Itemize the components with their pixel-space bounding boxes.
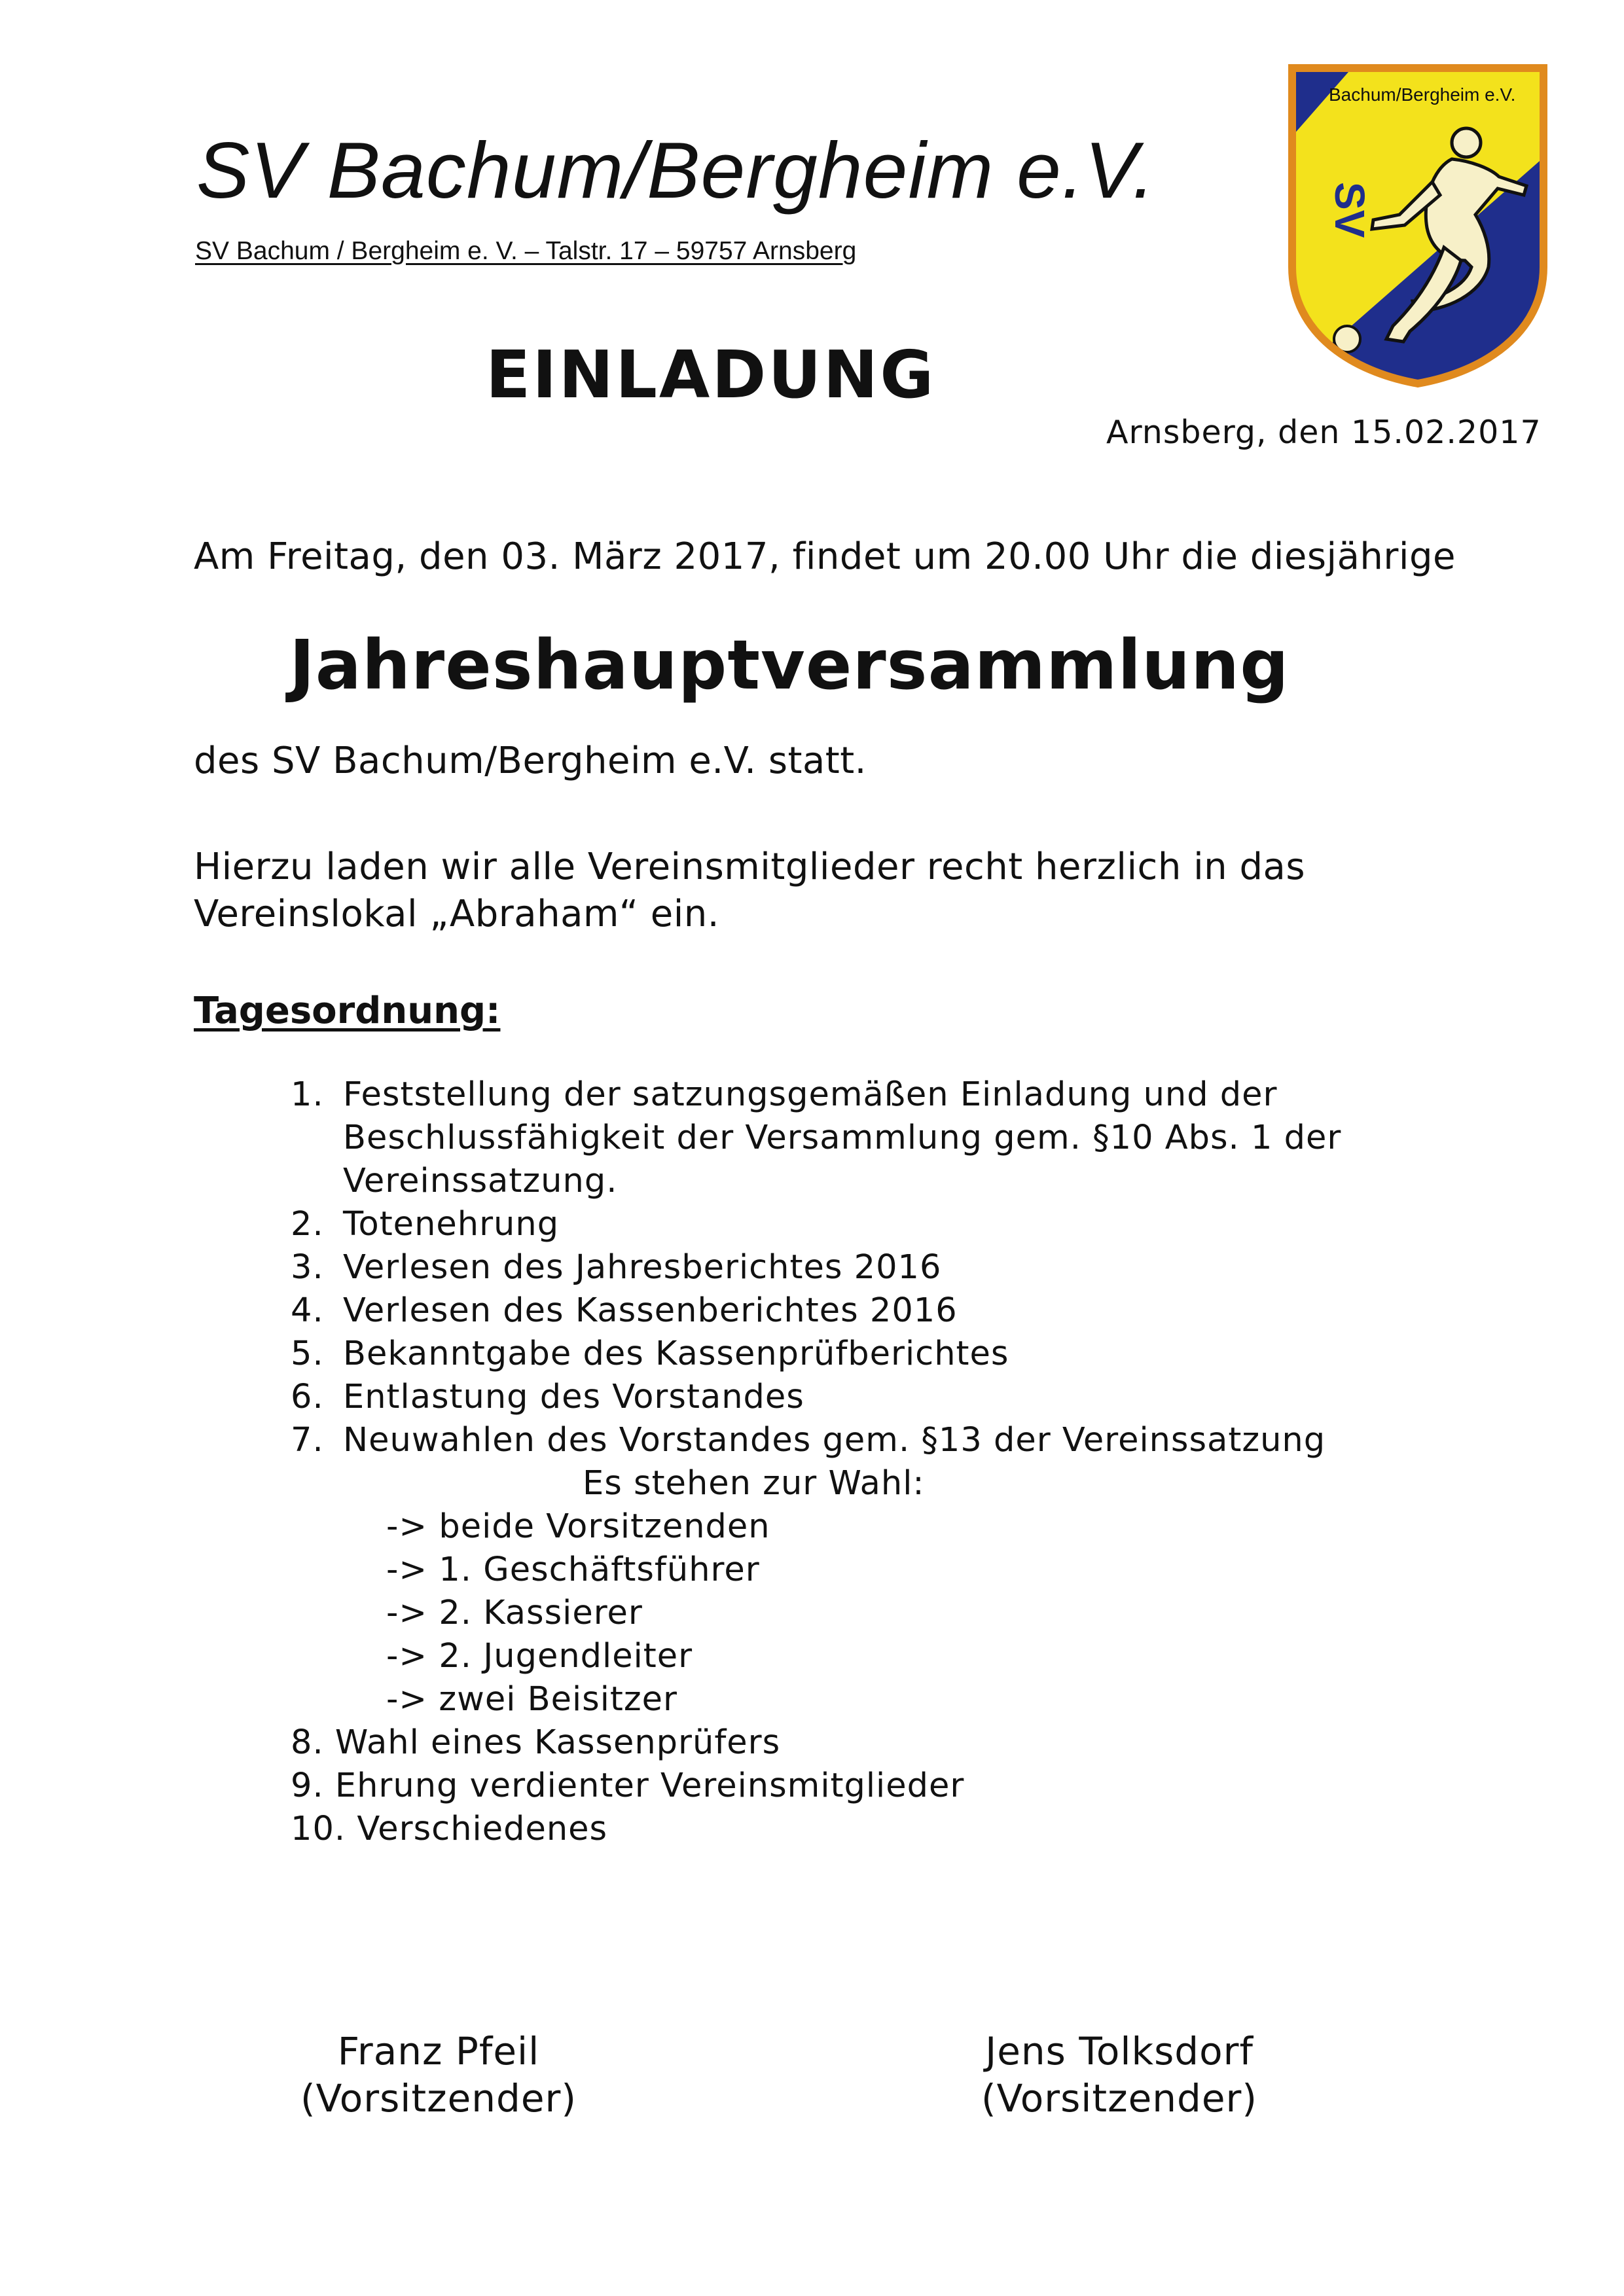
invitation-title: EINLADUNG <box>486 336 936 413</box>
agenda-item-10: 10. Verschiedenes <box>291 1810 608 1848</box>
agenda-item-1-line-2: Beschlussfähigkeit der Versammlung gem. §10 Abs. 1 der <box>343 1119 1342 1157</box>
agenda-item-4 <box>291 1289 1341 1333</box>
agenda-number: 2. <box>291 1205 324 1244</box>
agenda-number: 4. <box>291 1291 324 1330</box>
signatory-role: (Vorsitzender) <box>300 2076 577 2121</box>
election-item: -> zwei Beisitzer <box>386 1680 677 1719</box>
signature-left <box>288 2028 589 2122</box>
election-item: -> 1. Geschäftsführer <box>386 1551 760 1589</box>
agenda-list <box>291 1073 1341 1851</box>
signature-right <box>956 2028 1283 2122</box>
meeting-title: Jahreshauptversammlung <box>289 625 1290 705</box>
invite-text-line-2: Vereinslokal „Abraham“ ein. <box>194 893 720 935</box>
club-statt-text: des SV Bachum/Bergheim e.V. statt. <box>194 740 867 782</box>
election-item: -> 2. Kassierer <box>386 1594 643 1632</box>
agenda-number: 6. <box>291 1378 324 1416</box>
agenda-text: Verlesen des Jahresberichtes 2016 <box>343 1248 942 1287</box>
agenda-text: Totenehrung <box>343 1205 560 1244</box>
signatory-name: Jens Tolksdorf <box>985 2029 1254 2073</box>
agenda-item-3 <box>291 1246 1341 1289</box>
agenda-item-7 <box>291 1419 1341 1462</box>
agenda-item-6 <box>291 1376 1341 1419</box>
agenda-number: 5. <box>291 1335 324 1373</box>
agenda-text: Verlesen des Kassenberichtes 2016 <box>343 1291 958 1330</box>
election-item: -> beide Vorsitzenden <box>386 1507 770 1546</box>
agenda-item-5 <box>291 1333 1341 1376</box>
agenda-item-9: 9. Ehrung verdienter Vereinsmitglieder <box>291 1767 965 1805</box>
crest-name: Bachum/Bergheim e.V. <box>1329 84 1516 105</box>
signatory-role: (Vorsitzender) <box>981 2076 1258 2121</box>
agenda-number: 7. <box>291 1421 324 1460</box>
signatory-name: Franz Pfeil <box>337 2029 540 2073</box>
election-heading: Es stehen zur Wahl: <box>583 1464 925 1503</box>
crest-initials: SV <box>1326 182 1373 238</box>
agenda-text: Feststellung der satzungsgemäßen Einladung und der <box>343 1075 1278 1114</box>
agenda-heading: Tagesordnung: <box>194 990 501 1032</box>
agenda-text: Entlastung des Vorstandes <box>343 1378 804 1416</box>
agenda-item-1 <box>291 1073 1341 1117</box>
agenda-number: 3. <box>291 1248 324 1287</box>
agenda-item-1-line-3: Vereinssatzung. <box>343 1162 618 1200</box>
club-crest-logo <box>1275 51 1561 393</box>
agenda-text: Neuwahlen des Vorstandes gem. §13 der Vereinssatzung <box>343 1421 1326 1460</box>
agenda-number: 1. <box>291 1075 324 1114</box>
agenda-item-2 <box>291 1203 1341 1246</box>
club-title: SV Bachum/Bergheim e.V. <box>196 126 1156 215</box>
club-address: SV Bachum / Bergheim e. V. – Talstr. 17 – 59757 Arnsberg <box>195 237 857 265</box>
agenda-text: Bekanntgabe des Kassenprüfberichtes <box>343 1335 1009 1373</box>
invite-text-line-1: Hierzu laden wir alle Vereinsmitglieder recht herzlich in das <box>194 846 1306 888</box>
agenda-item-8: 8. Wahl eines Kassenprüfers <box>291 1723 781 1762</box>
place-date: Arnsberg, den 15.02.2017 <box>1106 414 1542 451</box>
intro-text: Am Freitag, den 03. März 2017, findet um 20.00 Uhr die diesjährige <box>194 535 1456 578</box>
election-item: -> 2. Jugendleiter <box>386 1637 693 1676</box>
